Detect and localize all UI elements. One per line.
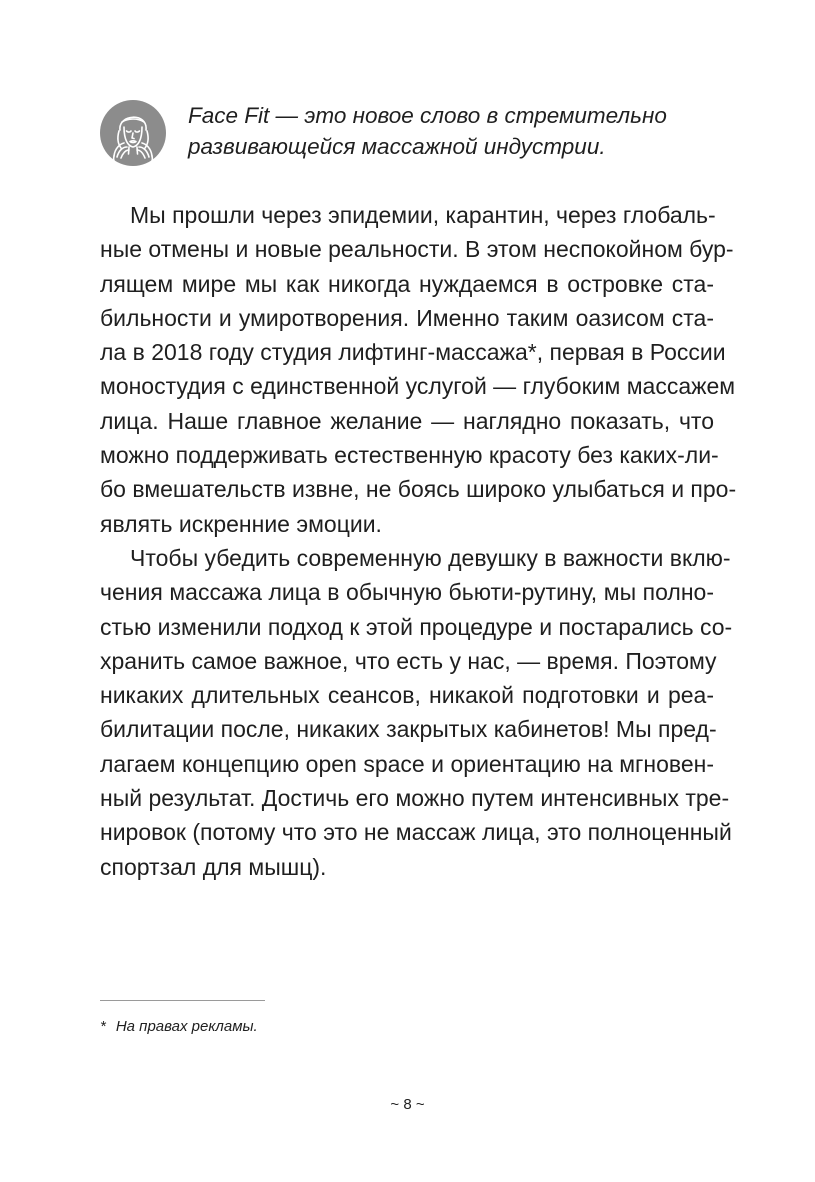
intro-quote (188, 100, 728, 162)
text-line: спортзал для мышц). (100, 853, 327, 880)
paragraph-1 (100, 198, 737, 541)
text-line: лагаем концепцию open space и ориентацию на мгновен- (100, 750, 714, 777)
text-line: никаких длительных сеансов, никакой подготовки и реа- (100, 682, 714, 709)
text-line: хранить самое важное, что есть у нас, — время. Поэтому (100, 647, 717, 674)
text-line: лица. Наше главное желание — наглядно показать, что (100, 407, 714, 434)
text-line: Чтобы убедить современную девушку в важности вклю- (130, 544, 731, 571)
footnote-divider (100, 1000, 265, 1001)
text-line: билитации после, никаких закрытых кабинетов! Мы пред- (100, 716, 717, 743)
footnote-mark: * (100, 1018, 106, 1035)
intro-block (100, 100, 720, 170)
intro-line: развивающейся массажной индустрии. (188, 134, 606, 159)
text-line: стью изменили подход к этой процедуре и постарались со- (100, 613, 733, 640)
text-line: бильности и умиротворения. Именно таким оазисом ста- (100, 304, 714, 331)
text-line: ный результат. Достичь его можно путем интенсивных тре- (100, 785, 730, 812)
face-hands-icon (100, 100, 166, 166)
text-line: ла в 2018 году студия лифтинг-массажа*, первая в России (100, 339, 726, 366)
intro-line: Face Fit — это новое слово в стремительно (188, 103, 667, 128)
text-line: бо вмешательств извне, не боясь широко улыбаться и про- (100, 476, 737, 503)
text-line: ные отмены и новые реальности. В этом неспокойном бур- (100, 236, 734, 263)
text-line: Мы прошли через эпидемии, карантин, через глобаль- (130, 202, 716, 228)
text-line: чения массажа лица в обычную бьюти-рутину, мы полно- (100, 579, 714, 606)
page-number: ~ 8 ~ (390, 1096, 425, 1113)
text-line: нировок (потому что это не массаж лица, это полноценный (100, 819, 732, 846)
paragraph-2 (100, 541, 733, 884)
footnote-text: На правах рекламы. (115, 1018, 258, 1035)
text-line: моностудия с единственной услугой — глубоким массажем (100, 373, 736, 400)
footnote (100, 1017, 258, 1037)
body-text (100, 198, 737, 884)
text-line: лящем мире мы как никогда нуждаемся в островке ста- (100, 270, 714, 297)
text-line: можно поддерживать естественную красоту без каких-ли- (100, 442, 719, 469)
text-line: являть искренние эмоции. (100, 510, 382, 537)
